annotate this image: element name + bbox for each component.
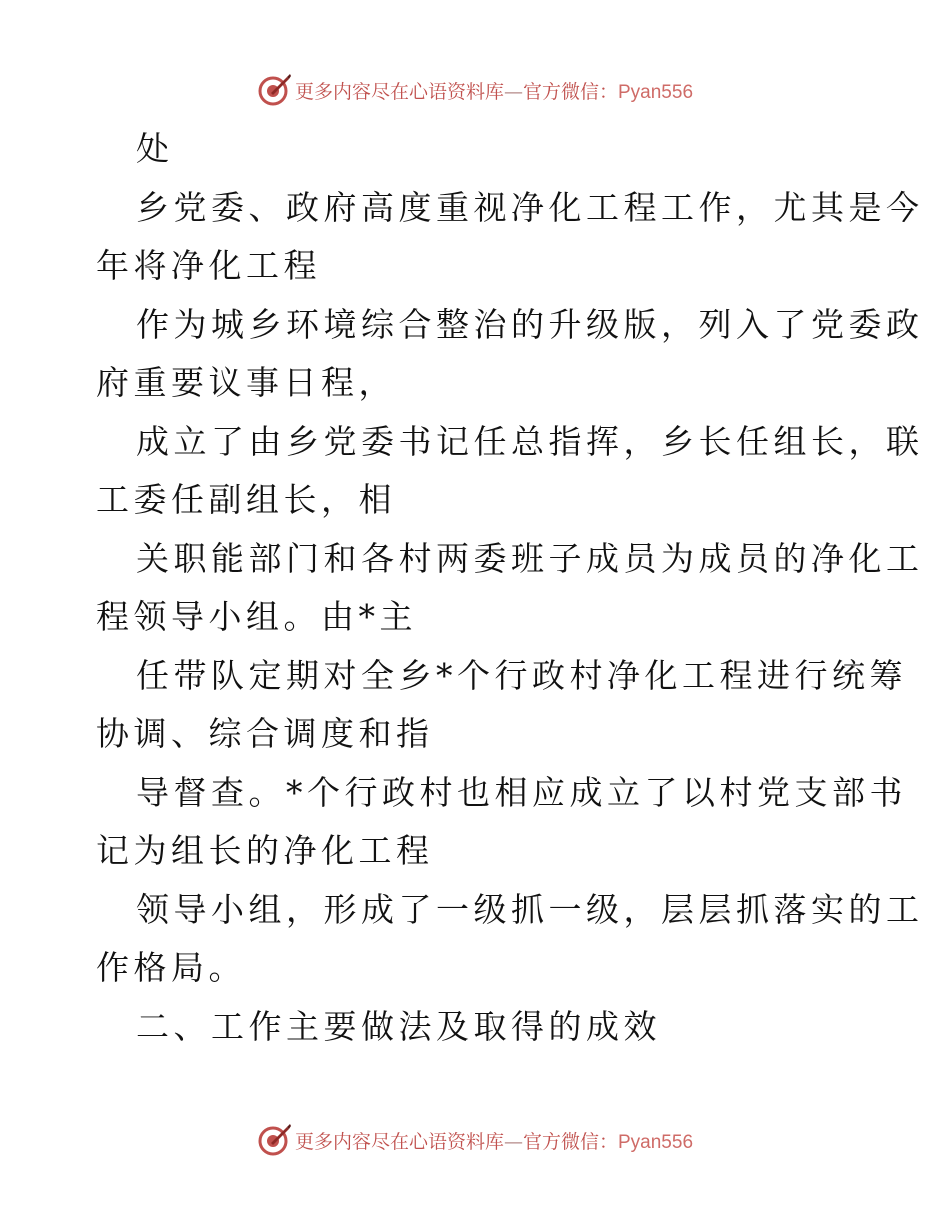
paragraph-3 — [96, 296, 924, 413]
section-heading — [96, 998, 856, 1057]
site-name: 更多内容尽在心语资料库 — [294, 80, 504, 103]
wechat-label: 官方微信： — [522, 80, 618, 103]
line: 府重要议事日程， — [96, 363, 396, 402]
pen-logo-icon — [257, 1123, 291, 1157]
footer-watermark — [0, 1120, 950, 1160]
line: 领导小组，形成了一级抓一级，层层抓落实的工 — [136, 889, 924, 929]
paragraph-7 — [96, 764, 907, 881]
separator-dash: — — [503, 80, 523, 103]
line: 处 — [136, 129, 174, 168]
line: 二、工作主要做法及取得的成效 — [136, 1006, 661, 1046]
wechat-label: 官方微信： — [522, 1130, 618, 1153]
line: 导督查。*个行政村也相应成立了以村党支部书 — [136, 772, 907, 812]
line: 关职能部门和各村两委班子成员为成员的净化工 — [136, 538, 924, 578]
wechat-id: Pyan556 — [618, 1131, 694, 1153]
paragraph-2 — [96, 179, 924, 296]
paragraph-8 — [96, 881, 924, 998]
line: 记为组长的净化工程 — [96, 831, 434, 870]
paragraph-1 — [96, 120, 856, 179]
line: 工委任副组长，相 — [96, 480, 396, 519]
line: 程领导小组。由*主 — [96, 597, 417, 636]
wechat-id: Pyan556 — [618, 81, 694, 103]
header-watermark-text — [295, 77, 693, 104]
header-watermark — [0, 70, 950, 110]
line: 乡党委、政府高度重视净化工程工作，尤其是今 — [136, 187, 924, 227]
separator-dash: — — [503, 1130, 523, 1153]
footer-watermark-text — [295, 1127, 693, 1154]
pen-logo-icon — [257, 73, 291, 107]
paragraph-6 — [96, 647, 907, 764]
line: 作格局。 — [96, 948, 246, 987]
paragraph-4 — [96, 413, 924, 530]
line: 任带队定期对全乡*个行政村净化工程进行统筹 — [136, 655, 907, 695]
paragraph-5 — [96, 530, 924, 647]
line: 协调、综合调度和指 — [96, 714, 434, 753]
line: 年将净化工程 — [96, 246, 321, 285]
line: 作为城乡环境综合整治的升级版，列入了党委政 — [136, 304, 924, 344]
line: 成立了由乡党委书记任总指挥，乡长任组长，联 — [136, 421, 924, 461]
document-body — [96, 120, 924, 1056]
site-name: 更多内容尽在心语资料库 — [294, 1130, 504, 1153]
